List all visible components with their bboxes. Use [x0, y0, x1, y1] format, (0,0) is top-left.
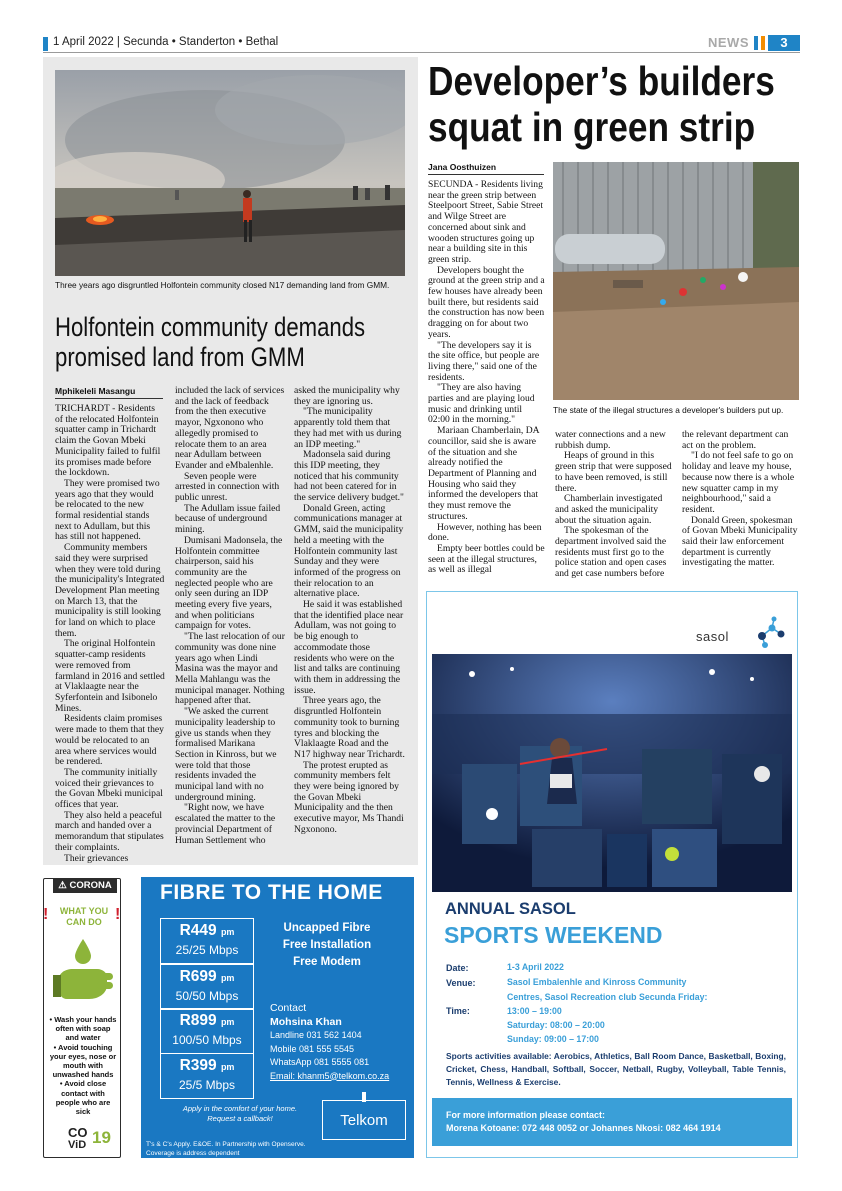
- what-line-2: CAN DO: [66, 917, 102, 927]
- protest-photo: [55, 70, 405, 276]
- fibre-contact-block: [270, 1002, 389, 1083]
- sasol-venue-value-2: Centres, Sasol Recreation club Secunda Friday:: [507, 992, 708, 1002]
- paragraph: Residents claim promises were made to them that they would be relocated to an area where services would be rendered.: [55, 713, 164, 768]
- sasol-time-label: Time:: [446, 1006, 470, 1016]
- paragraph: Donald Green, spokesman of Govan Mbeki Municipality said their law enforcement department is currently investigating the matter.: [682, 514, 798, 569]
- paragraph: SECUNDA - Residents living near the green strip between Steelpoort Street, Sabie Street and Wilge Street are concerned about sink and wooden structures going up near a building site in this green strip.: [428, 179, 544, 265]
- telkom-logo: Telkom: [322, 1100, 406, 1140]
- paragraph: Chamberlain investigated and asked the municipality about the situation again.: [555, 493, 663, 526]
- left-story-column-1: [55, 404, 165, 864]
- tip-wash-hands: • Wash your hands often with soap and water: [49, 1015, 117, 1043]
- contact-mobile: Mobile 081 555 5545: [270, 1043, 355, 1054]
- terms-line-1: T's & C's Apply. E&OE. In Partnership with Openserve.: [146, 1141, 306, 1148]
- sasol-contact-numbers: Morena Kotoane: 072 448 0052 or Johannes Nkosi: 082 464 1914: [446, 1122, 721, 1133]
- paragraph: "The last relocation of our community was done nine years ago when Lindi Masina was the mayor and Mella Mahlangu was the municipal manager. Nothing happened after that.: [175, 631, 285, 707]
- right-story-column-2: [555, 430, 672, 580]
- paragraph: Madonsela said during this IDP meeting, they noticed that his community had not been catered for in the service delivery budget.": [294, 449, 404, 504]
- paragraph: Three years ago, the disgruntled Holfontein community took to burning tyres and blocking the Vlaklaagte Road and the N17 highway near Trichardt.: [294, 695, 405, 760]
- protest-photo-caption: Three years ago disgruntled Holfontein community closed N17 demanding land from GMM.: [55, 280, 390, 290]
- right-headline-line1: Developer’s builders: [428, 58, 775, 104]
- plan-unit: pm: [220, 927, 235, 937]
- sasol-molecule-icon: [754, 616, 788, 650]
- feature-uncapped: Uncapped Fibre: [283, 922, 371, 934]
- plan-box: [160, 1053, 254, 1099]
- plan-price: R399: [179, 1057, 217, 1074]
- paragraph: However, nothing has been done.: [428, 521, 542, 544]
- plan-box: [160, 918, 254, 964]
- feature-modem: Free Modem: [293, 956, 361, 968]
- sasol-contact-banner: [432, 1098, 792, 1146]
- sasol-logo: sasol: [696, 629, 729, 644]
- plan-unit: pm: [220, 1062, 235, 1072]
- plan-unit: pm: [220, 973, 235, 983]
- left-byline: Mphikeleli Masangu: [55, 386, 163, 399]
- paragraph: "We asked the current municipality leadership to give us stands when they formalised Marikana Section in Kinross, but we were told that those residents invaded the municipal land with no underground mining.: [175, 706, 277, 803]
- page-number: 3: [768, 35, 800, 51]
- covid-logo-top: CO: [68, 1125, 88, 1140]
- covid-logo-number: 19: [92, 1128, 111, 1147]
- sasol-date-label: Date:: [446, 963, 469, 973]
- paragraph: They also held a peaceful march and handed over a memorandum that stipulates their complaints.: [55, 809, 164, 853]
- edition-date-region: 1 April 2022 | Secunda • Standerton • Bethal: [53, 36, 279, 48]
- sports-collage-image: [432, 654, 792, 892]
- fibre-title: FIBRE TO THE HOME: [160, 881, 383, 904]
- paragraph: The original Holfontein squatter-camp residents were removed from farmland in 2016 and settled at Vlaklaagte near the Syferfontein and Isibonelo Mines.: [55, 638, 165, 714]
- paragraph: "I do not feel safe to go on holiday and leave my house, because now there is a whole new squatter camp in my neighbourhood," said a resident.: [682, 450, 795, 515]
- sasol-sports-list: Sports activities available: Aerobics, Athletics, Ball Room Dance, Basketball, Boxing, Cricket, Chess, Handball, Softball, Soccer, Netball, Rugby, Volleyball, Table Tennis, Tennis, Wellness & Exercise.: [446, 1051, 786, 1087]
- what-you-can-do: [53, 906, 115, 928]
- plan-box: [160, 964, 254, 1010]
- covid19-logo: [68, 1126, 88, 1151]
- paragraph: water connections and a new rubbish dump.: [555, 429, 666, 451]
- left-headline-line2: promised land from GMM: [55, 342, 305, 372]
- paragraph: Developers bought the ground at the green strip and a few houses have already been built there, but residents said the construction has now been dragging on for about two years.: [428, 264, 545, 340]
- paragraph: The protest erupted as community members felt they were being ignored by the Govan Mbeki Municipality and the then executive mayor, Ms Thandi Ngxonono.: [294, 759, 404, 835]
- paragraph: included the lack of services and the lack of feedback from the then executive mayor, Ngxonono who allegedly promised to relocate them to an area near Adullam between Evander and eMbalenhle.: [175, 385, 285, 471]
- header-accent-bar: [43, 37, 48, 51]
- contact-email-link[interactable]: Email: khanm5@telkom.co.za: [270, 1070, 390, 1081]
- plan-speed: 25/5 Mbps: [178, 1078, 236, 1092]
- paragraph: Their grievances: [64, 852, 129, 864]
- plan-price: R699: [179, 968, 217, 985]
- sasol-contact-heading: For more information please contact:: [446, 1110, 606, 1120]
- section-label: NEWS: [708, 35, 749, 50]
- contact-whatsapp: WhatsApp 081 5555 081: [270, 1057, 370, 1067]
- paragraph: Dumisani Madonsela, the Holfontein committee chairperson, said his community are the neglected people who are only seen during an IDP meeting every five years, and when politicians campaign for votes.: [175, 534, 283, 632]
- tip-avoid-contact: • Avoid close contact with people who are sick: [55, 1079, 111, 1117]
- sasol-title-line1: ANNUAL SASOL: [445, 900, 576, 918]
- paragraph: "They are also having parties and are playing loud music and drinking until 02:00 in the morning.": [428, 382, 535, 426]
- contact-name: Mohsina Khan: [270, 1015, 342, 1028]
- paragraph: "Right now, we have escalated the matter to the provincial Department of Human Settlement who: [175, 802, 276, 846]
- covid-logo-bottom: ViD: [68, 1139, 87, 1151]
- paragraph: Empty beer bottles could be seen at the illegal structures, as well as illegal: [428, 542, 545, 576]
- sasol-time-saturday: Saturday: 08:00 – 20:00: [507, 1020, 605, 1030]
- plan-price: R449: [179, 922, 217, 939]
- plan-box: [160, 1008, 254, 1054]
- sasol-date-value: 1-3 April 2022: [507, 962, 564, 972]
- paragraph: Donald Green, acting communications manager at GMM, said the municipality held a meeting with the Holfontein community last Sunday and they were informed of the progress on their relocation to an alternative place.: [294, 502, 404, 600]
- terms-line-2: Coverage is address dependent: [146, 1150, 240, 1157]
- left-story-column-3: [294, 386, 406, 836]
- illegal-structures-caption: The state of the illegal structures a developer's builders put up.: [553, 405, 784, 415]
- fibre-apply-text: [160, 1104, 320, 1124]
- plan-speed: 50/50 Mbps: [175, 989, 239, 1003]
- paragraph: The spokesman of the department involved said the residents must first go to the police station and open cases and get case numbers before: [555, 525, 667, 580]
- left-story-column-2: [175, 386, 285, 846]
- plan-speed: 100/50 Mbps: [172, 1033, 242, 1047]
- plan-unit: pm: [220, 1017, 235, 1027]
- section-tab-blue: [754, 36, 758, 50]
- right-story-column-3: [682, 430, 799, 569]
- paragraph: Mariaan Chamberlain, DA councillor, said she is aware of the situation and she already notified the Department of Planning and Housing who said they informed the developers that they must remove the structures.: [428, 425, 540, 522]
- tip-avoid-touching: • Avoid touching your eyes, nose or mouth with unwashed hands: [49, 1042, 117, 1080]
- right-story-column-1: [428, 180, 545, 576]
- paragraph: "The developers say it is the site office, but people are living there," said one of the residents.: [428, 339, 540, 383]
- paragraph: The community initially voiced their grievances to the Govan Mbeki municipal offices that year.: [55, 766, 163, 811]
- sasol-time-friday: 13:00 – 19:00: [507, 1006, 562, 1016]
- hand-wash-icon: [53, 935, 117, 1007]
- right-byline: Jana Oosthuizen: [428, 162, 544, 175]
- apply-line-2: Request a callback!: [207, 1114, 273, 1123]
- fibre-features: [262, 920, 392, 971]
- fibre-terms: [146, 1140, 306, 1158]
- sasol-venue-value-1: Sasol Embalenhle and Kinross Community: [507, 977, 687, 987]
- paragraph: the relevant department can act on the problem.: [682, 429, 789, 451]
- sasol-venue-label: Venue:: [446, 978, 476, 988]
- header-rule: [43, 52, 800, 53]
- paragraph: TRICHARDT - Residents of the relocated Holfontein squatter camp in Trichardt claim the Govan Mbeki Municipality failed to fulfil its promises made before the lockdown.: [55, 403, 161, 479]
- sasol-time-sunday: Sunday: 09:00 – 17:00: [507, 1034, 599, 1044]
- what-line-1: WHAT YOU: [59, 906, 109, 916]
- corona-title: ⚠ CORONA: [53, 879, 117, 893]
- right-headline-line2: squat in green strip: [428, 104, 756, 150]
- plan-price: R899: [179, 1012, 217, 1029]
- paragraph: "The municipality apparently told them that they had met with us during an IDP meeting.": [294, 406, 402, 450]
- paragraph: Community members said they were surprised when they were told during the municipality's Integrated Development Plan meeting on March 13, that the municipality is still looking for land on which to place them.: [55, 542, 165, 639]
- corona-tips: [49, 1015, 117, 1116]
- exclamation-icon-right: !: [115, 906, 121, 923]
- paragraph: He said it was established that the identified place near Adullam, was not going to be big enough to accommodate those residents who were on the list and talks are continuing with them in addressing the issue.: [294, 599, 404, 696]
- feature-installation: Free Installation: [282, 939, 372, 951]
- paragraph: Heaps of ground in this green strip that were supposed to have been removed, is still there.: [555, 450, 672, 494]
- section-tab-orange: [761, 36, 765, 50]
- paragraph: asked the municipality why they are ignoring us.: [294, 385, 400, 407]
- contact-heading: Contact: [270, 1002, 307, 1014]
- apply-line-1: Apply in the comfort of your home.: [182, 1104, 298, 1113]
- illegal-structures-photo: [553, 162, 799, 400]
- contact-landline: Landline 031 562 1404: [270, 1030, 362, 1040]
- paragraph: Seven people were arrested in connection with public unrest.: [175, 470, 280, 504]
- left-headline-line1: Holfontein community demands: [55, 312, 366, 342]
- sasol-title-line2: SPORTS WEEKEND: [444, 922, 663, 948]
- paragraph: The Adullam issue failed because of underground mining.: [175, 502, 281, 536]
- plan-speed: 25/25 Mbps: [175, 943, 239, 957]
- exclamation-icon-left: !: [43, 906, 49, 923]
- telkom-mark-icon: [360, 1092, 368, 1102]
- paragraph: They were promised two years ago that they would be relocated to the new formal residential stands next to Adullam, but this has still not happened.: [55, 477, 160, 543]
